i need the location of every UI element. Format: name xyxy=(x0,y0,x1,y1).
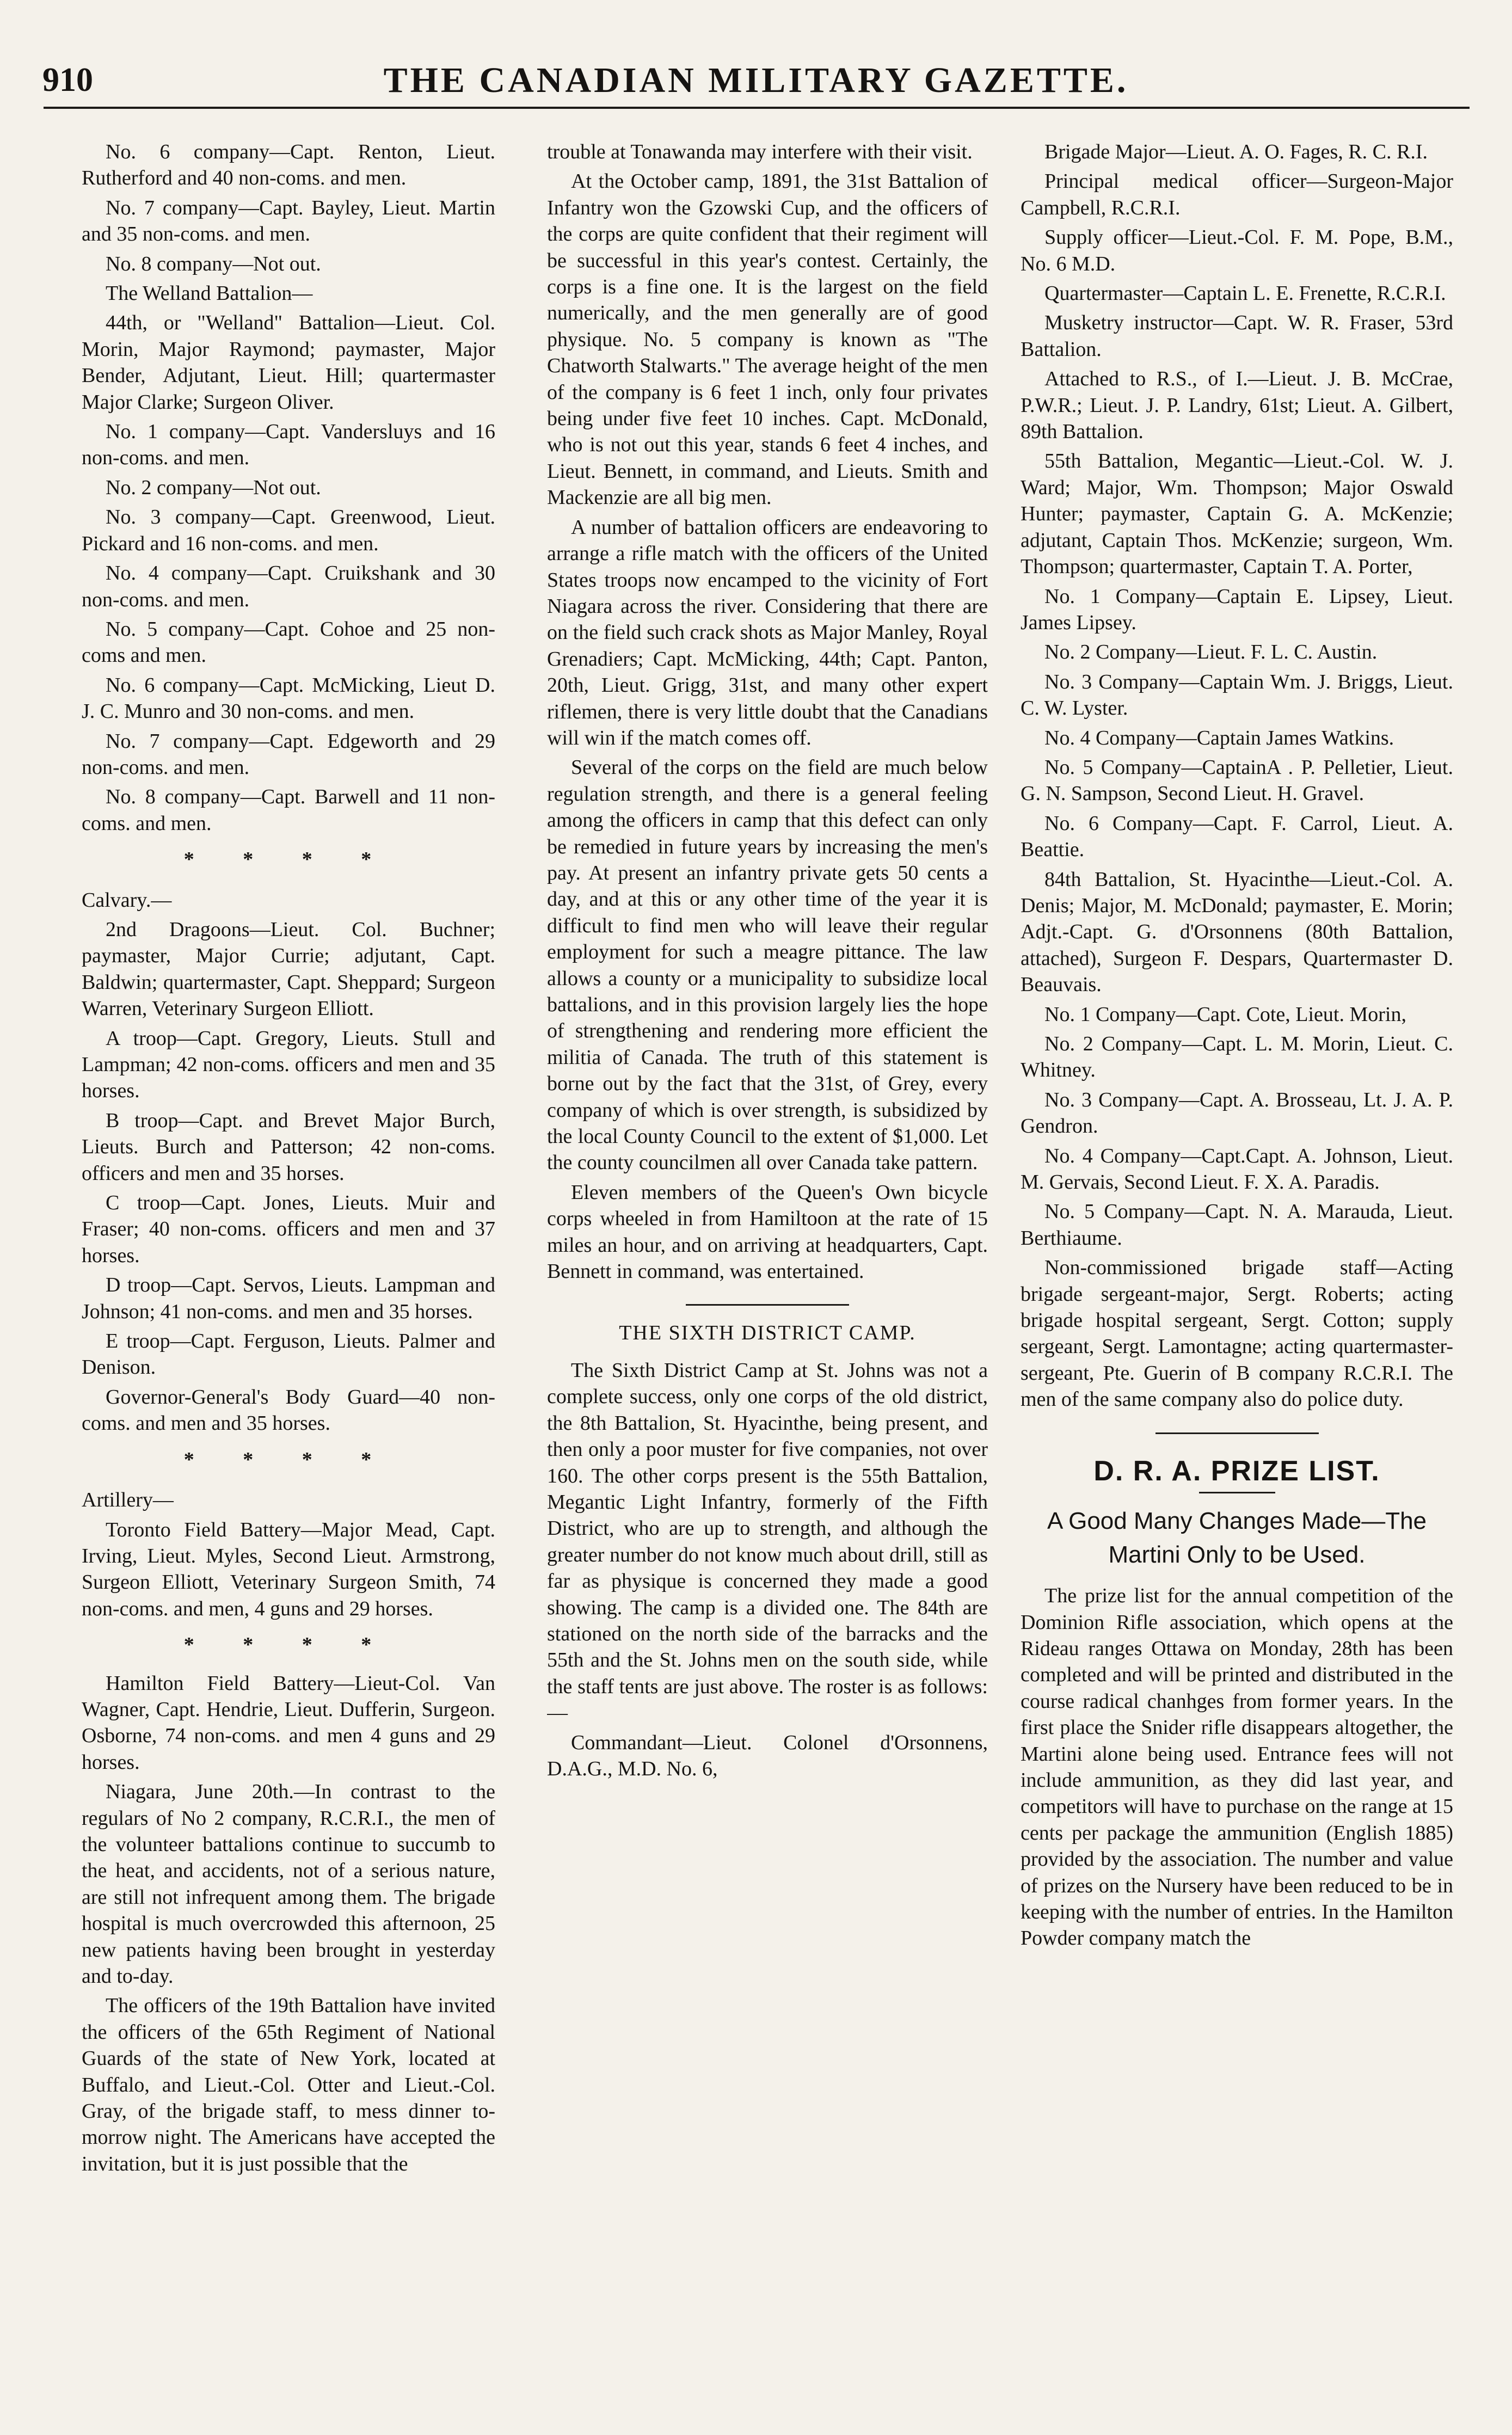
paragraph: No. 5 company—Capt. Cohoe and 25 non-coms and men. xyxy=(82,617,495,667)
paragraph: Musketry instructor—Capt. W. R. Fraser, 53rd Battalion. xyxy=(1021,311,1453,361)
paragraph: No. 1 Company—Captain E. Lipsey, Lieut. James Lipsey. xyxy=(1021,585,1453,634)
paragraph: No. 1 Company—Capt. Cote, Lieut. Morin, xyxy=(1044,1003,1406,1026)
article-divider xyxy=(686,1304,849,1306)
paragraph: D troop—Capt. Servos, Lieuts. Lampman and Johnson; 41 non-coms. and men and 35 horses. xyxy=(82,1274,495,1323)
paragraph: A troop—Capt. Gregory, Lieuts. Stull and Lampman; 42 non-coms. officers and men and 35 horses. xyxy=(82,1026,495,1103)
paragraph: The officers of the 19th Battalion have invited the officers of the 65th Regiment of National Guards of the state of New York, located at Buffalo, and Lieut.-Col. Otter and Lieut.-Col. Gray, of the brigade staff, to mess dinner to-morrow night. The Americans have accepted the invitation, but it is just possible that the xyxy=(82,1994,495,2175)
paragraph: No. 2 company—Not out. xyxy=(106,476,321,499)
paragraph: 84th Battalion, St. Hyacinthe—Lieut.-Col. A. Denis; Major, M. McDonald; paymaster, E. Morin; Adjt.-Capt. G. d'Orsonnens (80th Battalion, attached), Surgeon F. Despars, Quartermaster D. Beauvais. xyxy=(1021,868,1453,997)
paragraph: Eleven members of the Queen's Own bicycle corps wheeled in from Hamiltoon at the rate of 15 miles an hour, and on arriving at headquarters, Capt. Bennett in command, was entertained. xyxy=(547,1180,988,1283)
paragraph: The Welland Battalion— xyxy=(106,282,313,305)
newspaper-title: THE CANADIAN MILITARY GAZETTE. xyxy=(383,60,1129,100)
headline-rule xyxy=(1199,1492,1275,1493)
paragraph: At the October camp, 1891, the 31st Battalion of Infantry won the Gzowski Cup, and the officers of the corps are quite confident that their regiment will be successful in this year's contest. Certainly, the corps is a fine one. It is the largest on the field numerically, and the men generally are of good physique. No. 5 company is known as "The Chatworth Stalwarts." The average height of the men of the company is 6 feet 1 inch, only four privates being under five feet 10 inches. Capt. McDonald, who is not out this year, stands 6 feet 4 inches, and Lieut. Bennett, in command, and Lieuts. Smith and Mackenzie are all big men. xyxy=(547,170,988,509)
paragraph: No. 6 company—Capt. McMicking, Lieut D. J. C. Munro and 30 non-coms. and men. xyxy=(82,673,495,723)
paragraph: Niagara, June 20th.—In contrast to the regulars of No 2 company, R.C.R.I., the men of the volunteer battalions continue to succumb to the heat, and accidents, not of a serious nature, are still not infrequent among them. The brigade hospital is much overcrowded this afternoon, 25 new patients having been brought in yesterday and to-day. xyxy=(82,1780,495,1988)
paragraph: E troop—Capt. Ferguson, Lieuts. Palmer and Denison. xyxy=(82,1330,495,1379)
paragraph: C troop—Capt. Jones, Lieuts. Muir and Fraser; 40 non-coms. officers and men and 37 horses. xyxy=(82,1191,495,1267)
paragraph: No. 2 Company—Capt. L. M. Morin, Lieut. C. Whitney. xyxy=(1021,1032,1453,1082)
section-heading: Calvary.— xyxy=(82,888,172,912)
paragraph: No. 7 company—Capt. Bayley, Lieut. Martin and 35 non-coms. and men. xyxy=(82,196,495,246)
paragraph: Quartermaster—Captain L. E. Frenette, R.C.R.I. xyxy=(1044,282,1446,305)
paragraph: 2nd Dragoons—Lieut. Col. Buchner; paymaster, Major Currie; adjutant, Capt. Baldwin; quartermaster, Capt. Sheppard; Surgeon Warren, Veterinary Surgeon Elliott. xyxy=(82,918,495,1020)
paragraph: A number of battalion officers are endeavoring to arrange a rifle match with the officers of the United States troops now encamped to the vicinity of Fort Niagara across the river. Considering that there are on the field such crack shots as Major Manley, Royal Grenadiers; Capt. McMicking, 44th; Capt. Panton, 20th, Lieut. Grigg, 31st, and many other expert riflemen, there is very little doubt that the Canadians will win if the match comes off. xyxy=(547,515,988,749)
paragraph: No. 4 Company—Capt.Capt. A. Johnson, Lieut. M. Gervais, Second Lieut. F. X. A. Paradis. xyxy=(1021,1144,1453,1194)
paragraph: No. 5 Company—Capt. N. A. Marauda, Lieut. Berthiaume. xyxy=(1021,1200,1453,1250)
paragraph: No. 4 Company—Captain James Watkins. xyxy=(1044,726,1394,749)
section-heading: Artillery— xyxy=(82,1489,174,1512)
article-heading: THE SIXTH DISTRICT CAMP. xyxy=(619,1321,916,1345)
masthead-rule xyxy=(44,107,1470,109)
page-number: 910 xyxy=(42,62,93,99)
column-1 xyxy=(82,139,495,2419)
paragraph: Supply officer—Lieut.-Col. F. M. Pope, B.M., No. 6 M.D. xyxy=(1021,226,1453,275)
paragraph: No. 2 Company—Lieut. F. L. C. Austin. xyxy=(1044,641,1378,664)
paragraph: No. 5 Company—CaptainA . P. Pelletier, Lieut. G. N. Sampson, Second Lieut. H. Gravel. xyxy=(1021,755,1453,805)
paragraph: 44th, or "Welland" Battalion—Lieut. Col. Morin, Major Raymond; paymaster, Major Bender, Adjutant, Lieut. Hill; quartermaster Major Clarke; Surgeon Oliver. xyxy=(82,311,495,414)
paragraph: The prize list for the annual competition of the Dominion Rifle association, which opens at the Rideau ranges Ottawa on Monday, 28th has been completed and will be printed and distributed in the course radical chanhges from former years. In the first place the Snider rifle disappears altogether, the Martini alone being used. Entrance fees will not include ammunition, as they did last year, and competitors will have to purchase on the range at 15 cents per package the ammunition (English 1885) provided by the association. The number and value of prizes on the Nursery have been reduced to be in keeping with the number of entries. In the Hamilton Powder company match the xyxy=(1021,1584,1453,1950)
paragraph: The Sixth District Camp at St. Johns was not a complete success, only one corps of the old district, the 8th Battalion, St. Hyacinthe, being present, and then only a poor muster for five companies, not over 160. The other corps present is the 55th Battalion, Megantic Light Infantry, formerly of the Fifth District, who are up to strength, and although the greater number do not know much about drill, still as far as physique is concerned they made a good showing. The camp is a divided one. The 84th are stationed on the north side of the barracks and the 55th and the St. Johns men on the south side, while the staff tents are just above. The roster is as follows:— xyxy=(547,1358,988,1725)
paragraph: B troop—Capt. and Brevet Major Burch, Lieuts. Burch and Patterson; 42 non-coms. officers and men and 35 horses. xyxy=(82,1109,495,1185)
paragraph: No. 6 Company—Capt. F. Carrol, Lieut. A. Beattie. xyxy=(1021,811,1453,862)
article-subheadline: A Good Many Changes Made—The Martini Only to be Used. xyxy=(1047,1508,1427,1569)
column-2 xyxy=(547,139,988,2419)
paragraph: No. 8 company—Not out. xyxy=(106,252,321,275)
paragraph: No. 6 company—Capt. Renton, Lieut. Rutherford and 40 non-coms. and men. xyxy=(82,140,495,190)
section-separator: * * * * xyxy=(183,1448,394,1471)
section-separator: * * * * xyxy=(183,848,394,871)
paragraph: No. 4 company—Capt. Cruikshank and 30 non-coms. and men. xyxy=(82,562,495,611)
paragraph: No. 7 company—Capt. Edgeworth and 29 non-coms. and men. xyxy=(82,729,495,779)
section-separator: * * * * xyxy=(183,1633,394,1657)
paragraph: 55th Battalion, Megantic—Lieut.-Col. W. J. Ward; Major, Wm. Thompson; Major Oswald Hunter; paymaster, Captain G. A. McKenzie; adjutant, Captain Thos. McKenzie; surgeon, Wm. Thompson; quartermaster, Captain T. A. Porter, xyxy=(1021,450,1453,579)
paragraph: No. 3 Company—Capt. A. Brosseau, Lt. J. A. P. Gendron. xyxy=(1021,1088,1453,1138)
paragraph: Toronto Field Battery—Major Mead, Capt. Irving, Lieut. Myles, Second Lieut. Armstrong, Surgeon Elliott, Veterinary Surgeon Smith, 74 non-coms. and men, 4 guns and 29 horses. xyxy=(82,1518,495,1620)
paragraph: Brigade Major—Lieut. A. O. Fages, R. C. R.I. xyxy=(1044,140,1428,163)
paragraph: No. 1 company—Capt. Vandersluys and 16 non-coms. and men. xyxy=(82,420,495,470)
column-3 xyxy=(1021,139,1453,2419)
paragraph: Non-commissioned brigade staff—Acting brigade sergeant-major, Sergt. Roberts; acting brigade hospital sergeant, Sergt. Cotton; supply sergeant, Sergt. Lamontagne; acting quartermaster-sergeant, Pte. Guerin of B company R.C.R.I. The men of the same company also do police duty. xyxy=(1021,1256,1453,1411)
paragraph: No. 3 Company—Captain Wm. J. Briggs, Lieut. C. W. Lyster. xyxy=(1021,670,1453,720)
paragraph: trouble at Tonawanda may interfere with their visit. xyxy=(547,140,973,163)
paragraph: Hamilton Field Battery—Lieut-Col. Van Wagner, Capt. Hendrie, Lieut. Dufferin, Surgeon. Osborne, 74 non-coms. and men 4 guns and 29 horses. xyxy=(82,1671,495,1774)
paragraph: No. 8 company—Capt. Barwell and 11 non-coms. and men. xyxy=(82,785,495,835)
paragraph: Commandant—Lieut. Colonel d'Orsonnens, D.A.G., M.D. No. 6, xyxy=(547,1731,988,1780)
masthead xyxy=(0,0,1512,109)
paragraph: Several of the corps on the field are much below regulation strength, and there is a general feeling among the officers in camp that this defect can only be remedied in future years by increasing the men's pay. At present an infantry private gets 50 cents a day, and at this or any other time of the year it is difficult to find men who will leave their regular employment for such a meagre pittance. The law allows a county or a municipality to subsidize local battalions, and in this provision largely lies the hope of strengthening and rendering more efficient the militia of Canada. The truth of this statement is borne out by the fact that the 31st, of Grey, every company of which is over strength, is subsidized by the local County Council to the extent of $1,000. Let the county councilmen all over Canada take pattern. xyxy=(547,756,988,1175)
article-divider xyxy=(1155,1432,1319,1434)
paragraph: No. 3 company—Capt. Greenwood, Lieut. Pickard and 16 non-coms. and men. xyxy=(82,506,495,555)
article-headline: D. R. A. PRIZE LIST. xyxy=(1093,1455,1380,1487)
paragraph: Principal medical officer—Surgeon-Major Campbell, R.C.R.I. xyxy=(1021,170,1453,219)
paragraph: Governor-General's Body Guard—40 non-coms. and men and 35 horses. xyxy=(82,1385,495,1435)
paragraph: Attached to R.S., of I.—Lieut. J. B. McCrae, P.W.R.; Lieut. J. P. Landry, 61st; Lieut. A. Gilbert, 89th Battalion. xyxy=(1021,367,1453,444)
